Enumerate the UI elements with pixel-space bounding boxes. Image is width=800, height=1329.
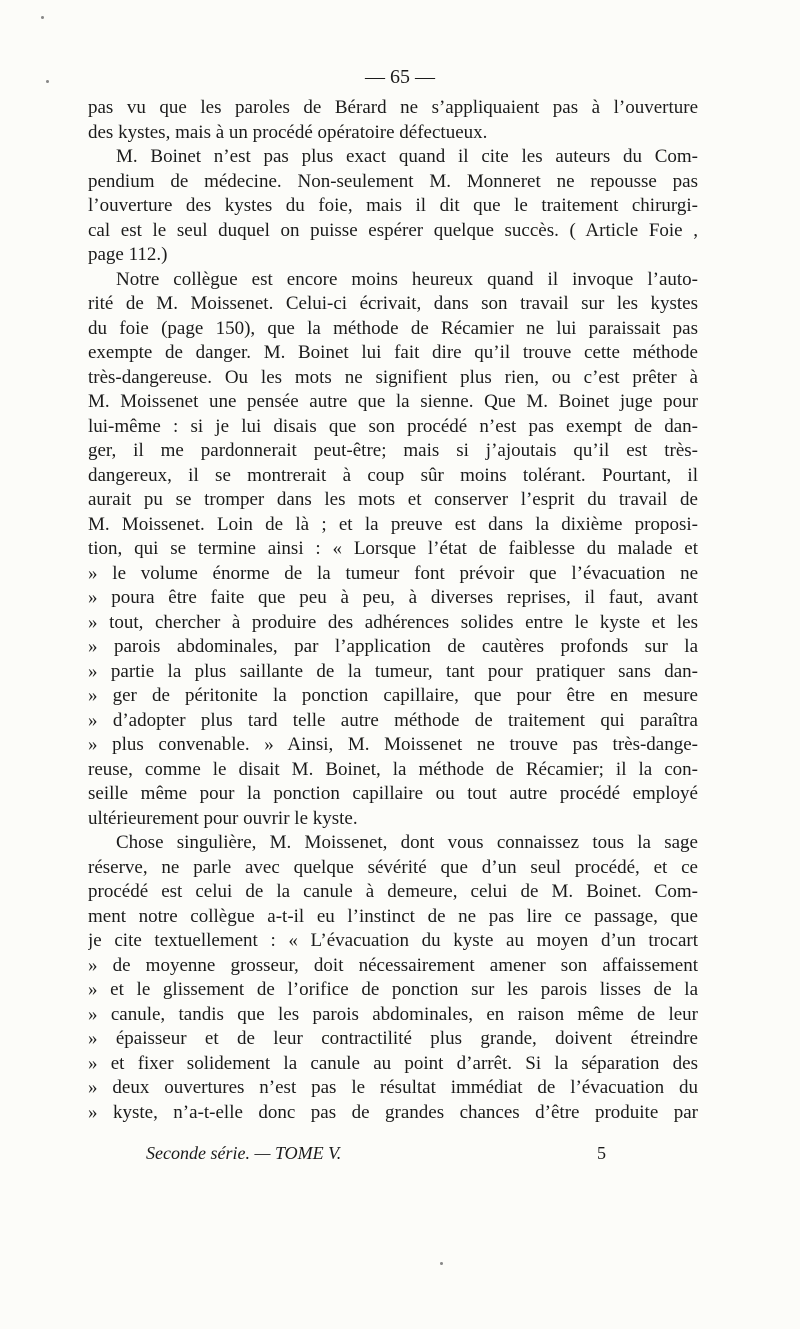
text-line: je cite textuellement : « L’évacuation du kyste au moyen d’un trocart [88, 930, 698, 951]
text-line: rité de M. Moissenet. Celui-ci écrivait, dans son travail sur les kystes [88, 293, 698, 314]
text-line: Notre collègue est encore moins heureux quand il invoque l’auto- [116, 268, 698, 290]
text-line: ment notre collègue a-t-il eu l’instinct de ne pas lire ce passage, que [88, 905, 698, 927]
text-line: réserve, ne parle avec quelque sévérité que d’un seul procédé, et ce [88, 856, 698, 878]
text-line: » et le glissement de l’orifice de ponction sur les parois lisses de la [88, 979, 698, 1000]
text-line: » poura être faite que peu à peu, à diverses reprises, il faut, avant [88, 587, 698, 608]
text-line: M. Moissenet. Loin de là ; et la preuve est dans la dixième proposi- [88, 513, 698, 535]
text-line: » deux ouvertures n’est pas le résultat immédiat de l’évacuation du [88, 1077, 698, 1098]
paper-speck [41, 16, 44, 19]
text-line: dangereux, il se montrerait à coup sûr moins tolérant. Pourtant, il [88, 464, 698, 486]
text-line: procédé est celui de la canule à demeure, celui de M. Boinet. Com- [88, 881, 698, 902]
text-line: » le volume énorme de la tumeur font prévoir que l’évacuation ne [88, 562, 698, 584]
text-line: » kyste, n’a-t-elle donc pas de grandes chances d’être produite par [88, 1101, 698, 1123]
text-line: ultérieurement pour ouvrir le kyste. [88, 807, 358, 829]
signature-line [146, 1143, 606, 1164]
text-line: page 112.) [88, 244, 168, 265]
text-line: » et fixer solidement la canule au point d’arrêt. Si la séparation des [88, 1052, 698, 1074]
text-line: M. Boinet n’est pas plus exact quand il cite les auteurs du Com- [116, 146, 698, 167]
text-line: M. Moissenet une pensée autre que la sienne. Que M. Boinet juge pour [88, 391, 698, 412]
body-text [88, 96, 698, 1125]
text-line: aurait pu se tromper dans les mots et conserver l’esprit du travail de [88, 489, 698, 510]
text-line: » tout, chercher à produire des adhérences solides entre le kyste et les [88, 611, 698, 633]
text-line: exempte de danger. M. Boinet lui fait dire qu’il trouve cette méthode [88, 342, 698, 363]
text-line: reuse, comme le disait M. Boinet, la méthode de Récamier; il la con- [88, 758, 698, 780]
text-line: cal est le seul duquel on puisse espérer quelque succès. ( Article Foie , [88, 219, 698, 241]
text-line: très-dangereuse. Ou les mots ne signifient plus rien, ou c’est prêter à [88, 366, 698, 388]
text-line: pas vu que les paroles de Bérard ne s’appliquaient pas à l’ouverture [88, 97, 698, 118]
text-line: Chose singulière, M. Moissenet, dont vous connaissez tous la sage [116, 832, 698, 853]
paper-speck [440, 1262, 443, 1265]
text-line: » de moyenne grosseur, doit nécessairement amener son affaissement [88, 954, 698, 976]
paper-speck [46, 80, 49, 83]
text-line: seille même pour la ponction capillaire ou tout autre procédé employé [88, 783, 698, 804]
text-line: » plus convenable. » Ainsi, M. Moissenet ne trouve pas très-dange- [88, 734, 698, 755]
text-line: pendium de médecine. Non-seulement M. Monneret ne repousse pas [88, 170, 698, 192]
text-line: » ger de péritonite la ponction capillaire, que pour être en mesure [88, 685, 698, 706]
signature-number: 5 [597, 1143, 606, 1163]
text-line: tion, qui se termine ainsi : « Lorsque l’état de faiblesse du malade et [88, 538, 698, 559]
text-line: » d’adopter plus tard telle autre méthode de traitement qui paraîtra [88, 709, 698, 731]
series-volume-label: Seconde série. — TOME V. [146, 1143, 342, 1163]
text-line: ger, il me pardonnerait peut-être; mais si j’ajoutais qu’il est très- [88, 440, 698, 461]
text-line: des kystes, mais à un procédé opératoire défectueux. [88, 121, 488, 143]
page-number: — 65 — [365, 66, 435, 88]
text-line: » parois abdominales, par l’application de cautères profonds sur la [88, 636, 698, 657]
text-line: l’ouverture des kystes du foie, mais il dit que le traitement chirurgi- [88, 195, 698, 216]
text-line: » partie la plus saillante de la tumeur, tant pour pratiquer sans dan- [88, 660, 698, 682]
text-line: » canule, tandis que les parois abdominales, en raison même de leur [88, 1003, 698, 1025]
text-line: lui-même : si je lui disais que son procédé n’est pas exempt de dan- [88, 415, 698, 437]
text-line: du foie (page 150), que la méthode de Récamier ne lui paraissait pas [88, 317, 698, 339]
text-line: » épaisseur et de leur contractilité plus grande, doivent étreindre [88, 1028, 698, 1049]
